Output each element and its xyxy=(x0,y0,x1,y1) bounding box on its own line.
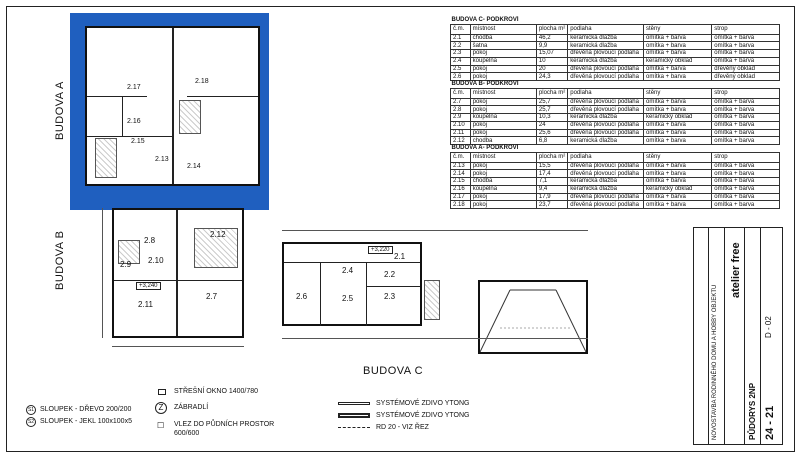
roof-plan xyxy=(478,280,588,354)
room-label: 2.8 xyxy=(144,236,156,245)
room-label: 2.7 xyxy=(206,292,218,301)
roof-window-icon xyxy=(158,389,166,395)
cell: dřevěná plovoucí podlaha xyxy=(568,129,644,137)
cell: omítka + barva xyxy=(712,201,780,209)
dimension-line xyxy=(282,338,588,339)
level-tag: +3,240 xyxy=(136,282,161,290)
room-label: 2.17 xyxy=(127,84,141,91)
cell: keramická dlažba xyxy=(568,178,644,186)
cell: dřevěná plovoucí podlaha xyxy=(568,121,644,129)
cell: šatna xyxy=(470,42,536,50)
column-header: stěny xyxy=(643,24,711,34)
column-header: místnost xyxy=(470,152,536,162)
cell: chodba xyxy=(470,137,536,145)
cell: 2.9 xyxy=(451,114,471,122)
cell: dřevěná plovoucí podlaha xyxy=(568,162,644,170)
cell: dřevěná plovoucí podlaha xyxy=(568,106,644,114)
cell: 2.3 xyxy=(451,50,471,58)
cell: omítka + barva xyxy=(712,185,780,193)
room-table-b xyxy=(450,80,780,145)
building-c-label: BUDOVA C xyxy=(363,365,424,377)
room-label: 2.10 xyxy=(148,256,164,265)
table-row xyxy=(451,129,780,137)
table-row xyxy=(451,162,780,170)
drawing-code: D - 02 xyxy=(764,316,773,338)
cell: pokoj xyxy=(470,98,536,106)
table-row xyxy=(451,121,780,129)
title-column xyxy=(744,228,745,444)
title-column xyxy=(724,228,725,444)
cell: 2.17 xyxy=(451,193,471,201)
cell: omítka + barva xyxy=(644,106,712,114)
cell: omítka + barva xyxy=(712,162,780,170)
room-label: 2.9 xyxy=(120,260,132,269)
cell: omítka + barva xyxy=(643,50,711,58)
column-header: místnost xyxy=(470,24,536,34)
building-b-plan xyxy=(112,208,244,338)
cell: 2.1 xyxy=(451,34,471,42)
cell: 2.7 xyxy=(451,98,471,106)
building-a-label: BUDOVA A xyxy=(54,81,66,140)
wall xyxy=(284,262,420,263)
wall xyxy=(87,136,172,137)
column-header: strop xyxy=(712,88,780,98)
room-table-c xyxy=(450,16,780,81)
section-line-symbol xyxy=(338,427,370,428)
room-label: 2.16 xyxy=(127,118,141,125)
cell: omítka + barva xyxy=(712,57,780,65)
cell: pokoj xyxy=(470,162,536,170)
drawing-title: PŮDORYS 2NP xyxy=(748,382,757,440)
column-header: plocha m² xyxy=(536,88,567,98)
cell: 2.18 xyxy=(451,201,471,209)
room-label: 2.4 xyxy=(342,266,354,275)
cell: dřevěná plovoucí podlaha xyxy=(568,201,644,209)
column-header: plocha m² xyxy=(536,152,567,162)
cell: dřevěná plovoucí podlaha xyxy=(568,170,644,178)
cell: omítka + barva xyxy=(712,178,780,186)
title-column xyxy=(760,228,761,444)
cell: pokoj xyxy=(470,121,536,129)
roof-lines xyxy=(480,282,586,352)
cell: dřevěná plovoucí podlaha xyxy=(568,65,644,73)
cell: pokoj xyxy=(470,106,536,114)
cell: pokoj xyxy=(470,193,536,201)
room-label: 2.3 xyxy=(384,292,396,301)
cell: pokoj xyxy=(470,129,536,137)
cell: omítka + barva xyxy=(712,50,780,58)
column-header: stěny xyxy=(644,88,712,98)
cell: 2.5 xyxy=(451,65,471,73)
cell: keramická dlažba xyxy=(568,34,644,42)
cell: omítka + barva xyxy=(712,193,780,201)
table-row xyxy=(451,65,780,73)
cell: omítka + barva xyxy=(644,129,712,137)
cell: 2.4 xyxy=(451,57,471,65)
wall xyxy=(320,262,321,326)
legend-item: ZÁBRADLÍ xyxy=(174,404,209,411)
cell: omítka + barva xyxy=(643,73,711,81)
room-label: 2.13 xyxy=(155,156,169,163)
dimension-line xyxy=(282,230,588,231)
column-header: podlaha xyxy=(568,88,644,98)
cell: omítka + barva xyxy=(712,114,780,122)
cell: omítka + barva xyxy=(644,178,712,186)
cell: omítka + barva xyxy=(644,162,712,170)
cell: keramická dlažba xyxy=(568,114,644,122)
cell: keramická dlažba xyxy=(568,57,644,65)
column-header: strop xyxy=(712,152,780,162)
cell: omítka + barva xyxy=(644,193,712,201)
cell: 15,5 xyxy=(536,162,567,170)
cell: 25,7 xyxy=(536,98,567,106)
cell: 9,9 xyxy=(536,42,567,50)
table-row xyxy=(451,42,780,50)
title-column xyxy=(708,228,709,444)
column-header: plocha m² xyxy=(536,24,567,34)
cell: dřevěná plovoucí podlaha xyxy=(568,98,644,106)
cell: chodba xyxy=(470,34,536,42)
railing-symbol: Z xyxy=(155,402,167,414)
cell: 23,7 xyxy=(536,201,567,209)
cell: omítka + barva xyxy=(643,34,711,42)
column-header: podlaha xyxy=(568,24,644,34)
cell: omítka + barva xyxy=(644,201,712,209)
cell: 2.8 xyxy=(451,106,471,114)
thick-wall-symbol xyxy=(338,413,370,418)
cell: 2.10 xyxy=(451,121,471,129)
table-row xyxy=(451,98,780,106)
wall xyxy=(366,262,367,326)
cell: omítka + barva xyxy=(712,129,780,137)
cell: koupelna xyxy=(470,185,536,193)
cell: 25,6 xyxy=(536,129,567,137)
cell: 2.16 xyxy=(451,185,471,193)
room-label: 2.11 xyxy=(138,300,153,309)
cell: 24,3 xyxy=(536,73,567,81)
cell: pokoj xyxy=(470,170,536,178)
cell: omítka + barva xyxy=(643,65,711,73)
cell: 20 xyxy=(536,65,567,73)
dimension-line xyxy=(102,208,103,338)
cell: 15,07 xyxy=(536,50,567,58)
building-a-plan xyxy=(85,26,260,186)
dimension-line xyxy=(112,346,244,347)
cell: pokoj xyxy=(470,50,536,58)
cell: omítka + barva xyxy=(712,137,780,145)
legend-item: VLEZ DO PŮDNÍCH PROSTOR xyxy=(174,421,275,428)
wall xyxy=(114,280,242,281)
logo: atelier free xyxy=(730,242,742,298)
cell: omítka + barva xyxy=(643,42,711,50)
cell: keramická dlažba xyxy=(568,137,644,145)
table-row xyxy=(451,178,780,186)
cell: keramická dlažba xyxy=(568,185,644,193)
table-title: BUDOVA C- PODKROVÍ xyxy=(451,16,519,23)
room-table-a xyxy=(450,144,780,209)
cell: 25,7 xyxy=(536,106,567,114)
cell: pokoj xyxy=(470,201,536,209)
legend-item: RD 20 - VIZ ŘEZ xyxy=(376,424,429,431)
cell: omítka + barva xyxy=(644,137,712,145)
cell: pokoj xyxy=(470,65,536,73)
wall xyxy=(122,96,123,136)
sheet-number: 24 - 21 xyxy=(764,405,776,440)
cell: dřevěná plovoucí podlaha xyxy=(568,193,644,201)
room-label: 2.5 xyxy=(342,294,354,303)
room-label: 2.2 xyxy=(384,270,396,279)
wall xyxy=(172,28,174,184)
cell: 2.15 xyxy=(451,178,471,186)
cell: 10,3 xyxy=(536,114,567,122)
cell: 2.2 xyxy=(451,42,471,50)
table-row xyxy=(451,170,780,178)
table-title: BUDOVA B- PODKROVÍ xyxy=(451,80,519,87)
legend-item: STŘEŠNÍ OKNO 1400/780 xyxy=(174,388,259,395)
cell: keramický obklad xyxy=(644,114,712,122)
cell: omítka + barva xyxy=(712,121,780,129)
cell: 2.11 xyxy=(451,129,471,137)
attic-access-icon: ☐ xyxy=(157,421,165,430)
room-label: 2.15 xyxy=(131,138,145,145)
column-header: podlaha xyxy=(568,152,644,162)
cell: omítka + barva xyxy=(644,170,712,178)
cell: 6,8 xyxy=(536,137,567,145)
cell: omítka + barva xyxy=(712,42,780,50)
project-name: NOVOSTAVBA RODINNÉHO DOMU A HOBBY OBJEKTU xyxy=(712,284,718,440)
room-label: 2.1 xyxy=(394,252,406,261)
cell: dřevěná plovoucí podlaha xyxy=(568,50,644,58)
column-steel-symbol: S2 xyxy=(27,419,35,425)
column-header: č.m. xyxy=(451,152,471,162)
building-c-plan xyxy=(282,242,422,326)
cell: 2.13 xyxy=(451,162,471,170)
cell: omítka + barva xyxy=(712,34,780,42)
column-header: č.m. xyxy=(451,24,471,34)
cell: omítka + barva xyxy=(712,106,780,114)
cell: koupelna xyxy=(470,114,536,122)
wall xyxy=(176,210,178,336)
cell: 46,2 xyxy=(536,34,567,42)
table-row xyxy=(451,57,780,65)
column-header: stěny xyxy=(644,152,712,162)
cell: koupelna xyxy=(470,57,536,65)
room-label: 2.18 xyxy=(195,78,209,85)
cell: omítka + barva xyxy=(644,98,712,106)
cell: 7,1 xyxy=(536,178,567,186)
cell: pokoj xyxy=(470,73,536,81)
stair-hatch xyxy=(179,100,201,134)
wall xyxy=(366,286,420,287)
legend-item: SLOUPEK - JEKL 100x100x5 xyxy=(40,418,132,425)
cell: 2.6 xyxy=(451,73,471,81)
legend-item: SYSTÉMOVÉ ZDIVO YTONG xyxy=(376,400,470,407)
bath-hatch xyxy=(95,138,117,178)
cell: keramický obklad xyxy=(644,185,712,193)
legend-item: SLOUPEK - DŘEVO 200/200 xyxy=(40,406,132,413)
wall xyxy=(87,96,147,97)
cell: 2.14 xyxy=(451,170,471,178)
cell: omítka + barva xyxy=(712,98,780,106)
column-header: strop xyxy=(712,24,780,34)
thin-wall-symbol xyxy=(338,402,370,405)
cell: dřevěný obklad xyxy=(712,73,780,81)
room-label: 2.14 xyxy=(187,163,201,170)
table-row xyxy=(451,106,780,114)
stair-hatch xyxy=(424,280,440,320)
room-label: 2.12 xyxy=(210,230,226,239)
title-block xyxy=(693,227,783,445)
cell: 24 xyxy=(536,121,567,129)
cell: chodba xyxy=(470,178,536,186)
column-header: místnost xyxy=(470,88,536,98)
table-row xyxy=(451,34,780,42)
cell: 10 xyxy=(536,57,567,65)
table-row xyxy=(451,185,780,193)
cell: omítka + barva xyxy=(712,170,780,178)
table-row xyxy=(451,201,780,209)
cell: dřevěná plovoucí podlaha xyxy=(568,73,644,81)
table-row xyxy=(451,50,780,58)
cell: keramická dlažba xyxy=(568,42,644,50)
cell: 17,4 xyxy=(536,170,567,178)
table-row xyxy=(451,193,780,201)
table-row xyxy=(451,114,780,122)
cell: keramický obklad xyxy=(643,57,711,65)
table-title: BUDOVA A- PODKROVÍ xyxy=(451,144,519,151)
room-label: 2.6 xyxy=(296,292,308,301)
level-tag: +3,220 xyxy=(368,246,393,254)
column-header: č.m. xyxy=(451,88,471,98)
cell: 9,4 xyxy=(536,185,567,193)
cell: 2.12 xyxy=(451,137,471,145)
cell: 17,9 xyxy=(536,193,567,201)
cell: dřevěný obklad xyxy=(712,65,780,73)
building-b-label: BUDOVA B xyxy=(54,230,66,290)
legend-item: SYSTÉMOVÉ ZDIVO YTONG xyxy=(376,412,470,419)
legend-item: 600/600 xyxy=(174,430,200,437)
cell: omítka + barva xyxy=(644,121,712,129)
column-wood-symbol: S1 xyxy=(27,407,35,413)
wall xyxy=(187,96,258,97)
